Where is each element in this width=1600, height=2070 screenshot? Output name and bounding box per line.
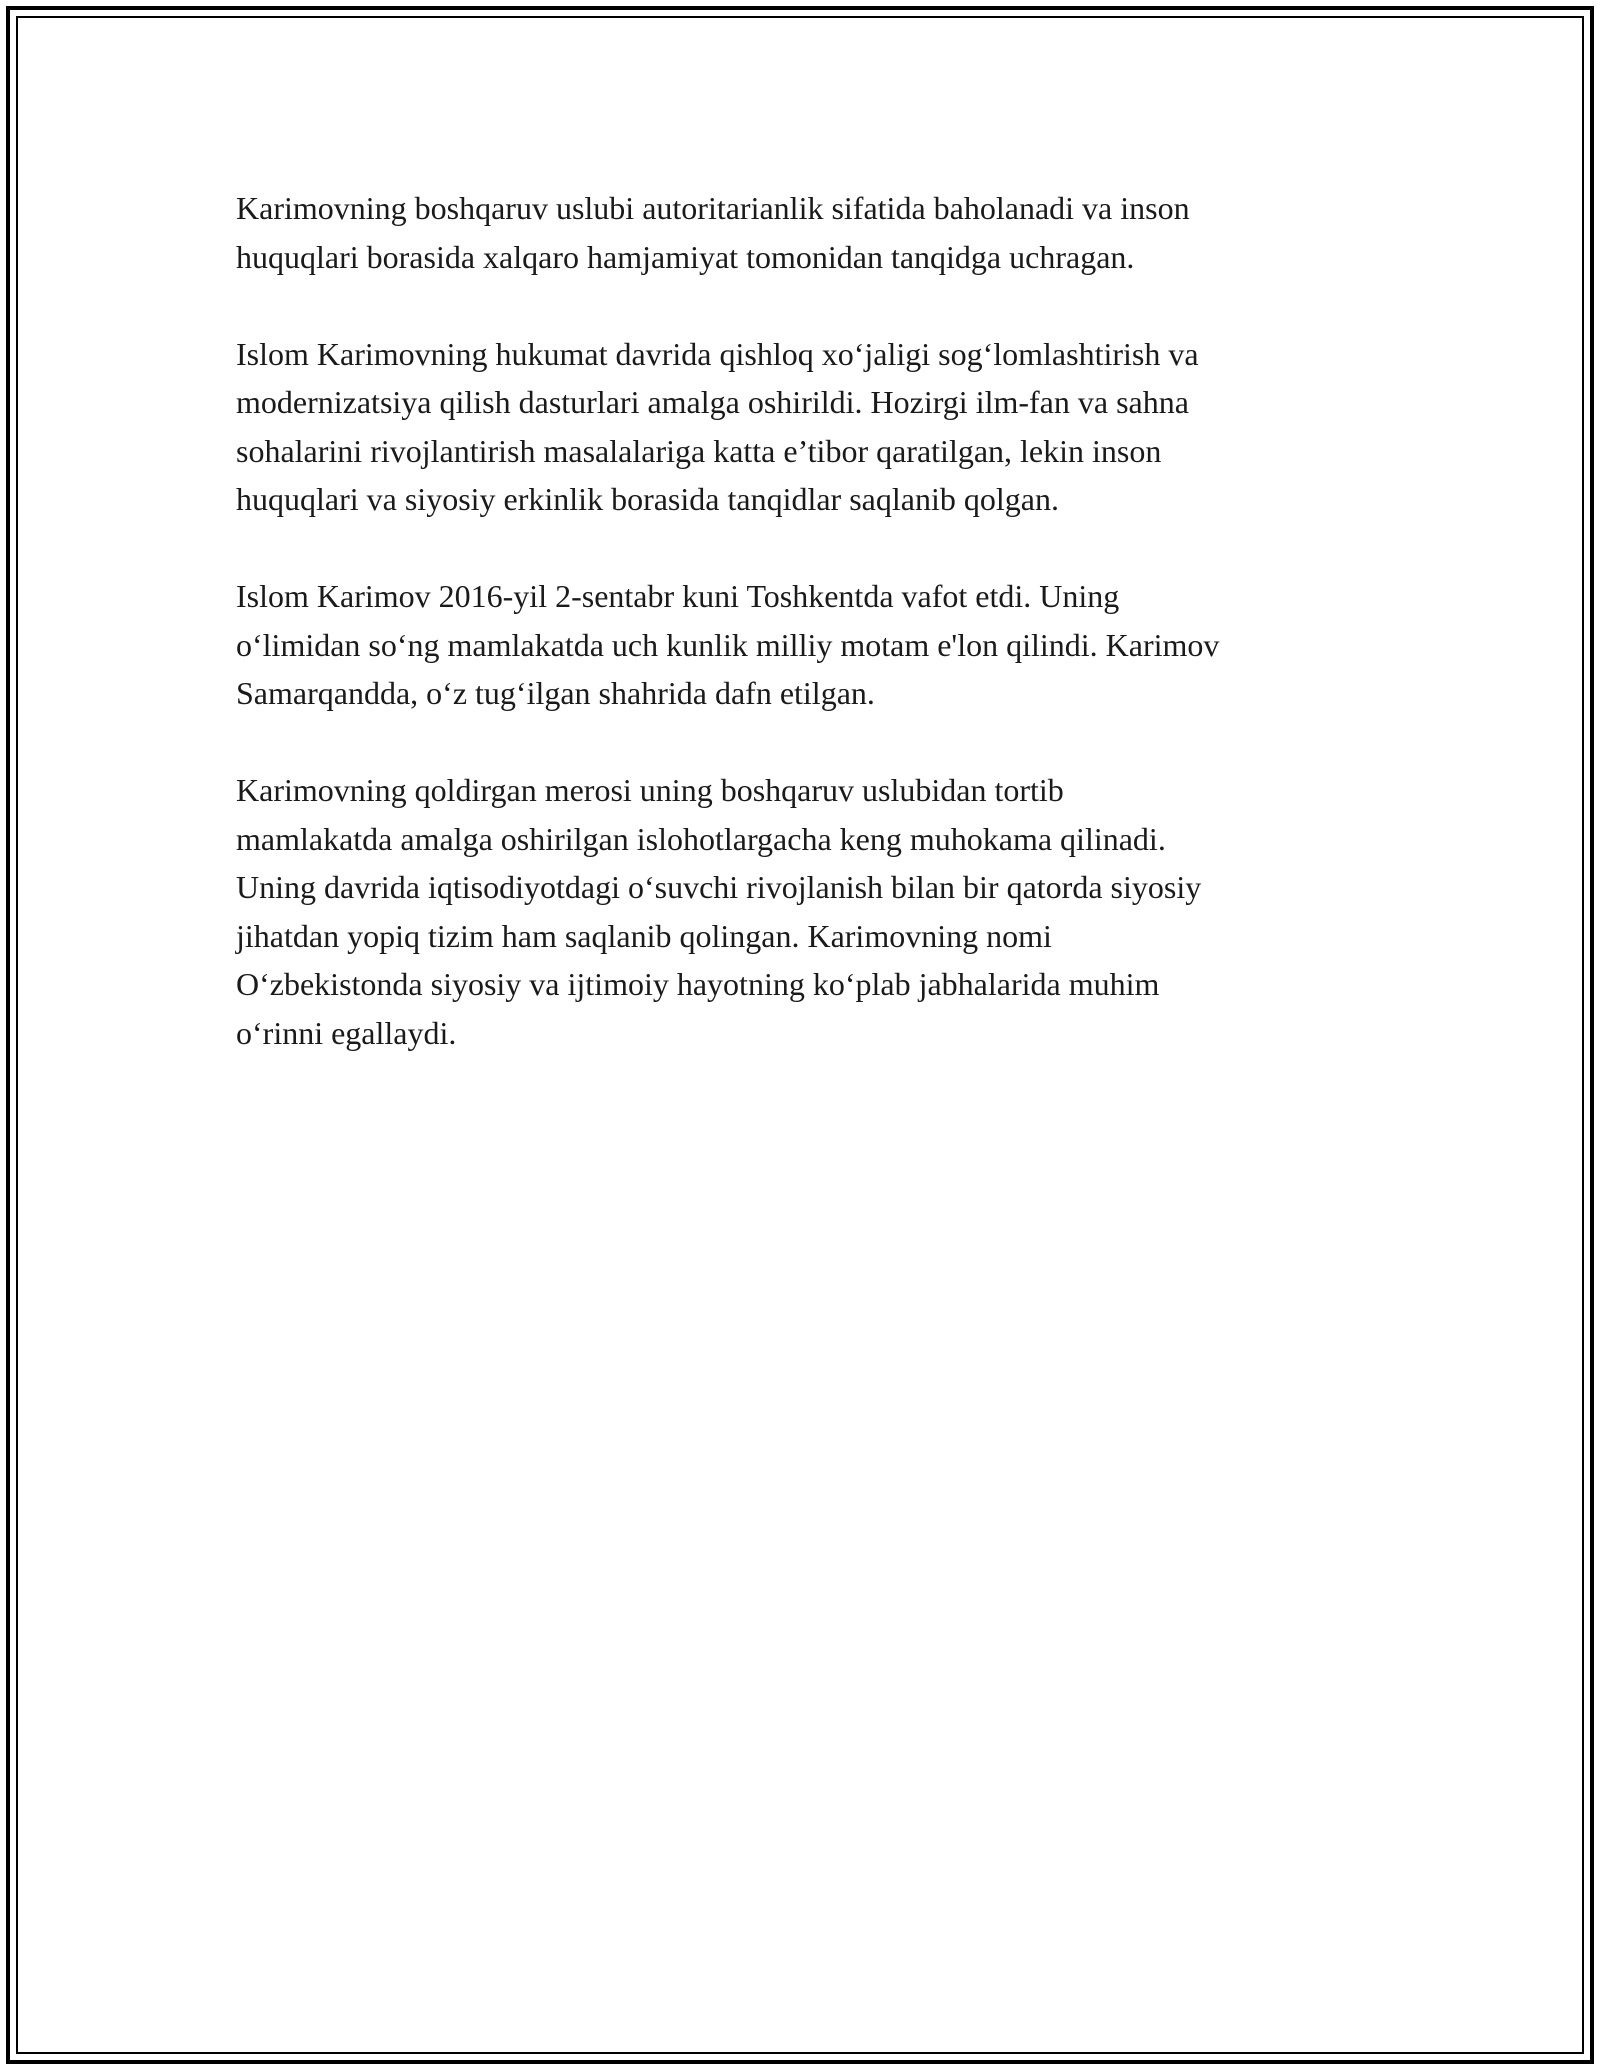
paragraph-4: Karimovning qoldirgan merosi uning boshqaruv uslubidan tortib mamlakatda amalga oshirilgan islohotlargacha keng muhokama qilinadi. Uning davrida iqtisodiyotdagi o‘suvchi rivojlanish bilan bir qatorda siyosiy jihatdan yopiq tizim ham saqlanib qolingan. Karimovning nomi O‘zbekistonda siyosiy va ijtimoiy hayotning ko‘plab jabhalarida muhim o‘rinni egallaydi. — [236, 772, 1202, 1051]
paragraph-3: Islom Karimov 2016-yil 2-sentabr kuni Toshkentda vafot etdi. Uning o‘limidan so‘ng mamlakatda uch kunlik milliy motam e'lon qilindi. Karimov Samarqandda, o‘z tug‘ilgan shahrida dafn etilgan. — [236, 578, 1220, 711]
document-body — [236, 184, 1376, 1106]
paragraph-2: Islom Karimovning hukumat davrida qishloq xo‘jaligi sog‘lomlashtirish va modernizatsiya qilish dasturlari amalga oshirildi. Hozirgi ilm-fan va sahna sohalarini rivojlantirish masalalariga katta e’tibor qaratilgan, lekin inson huquqlari va siyosiy erkinlik borasida tanqidlar saqlanib qolgan. — [236, 335, 1199, 517]
paragraph-1: Karimovning boshqaruv uslubi autoritarianlik sifatida baholanadi va inson huquqlari borasida xalqaro hamjamiyat tomonidan tanqidga uchragan. — [236, 190, 1190, 275]
